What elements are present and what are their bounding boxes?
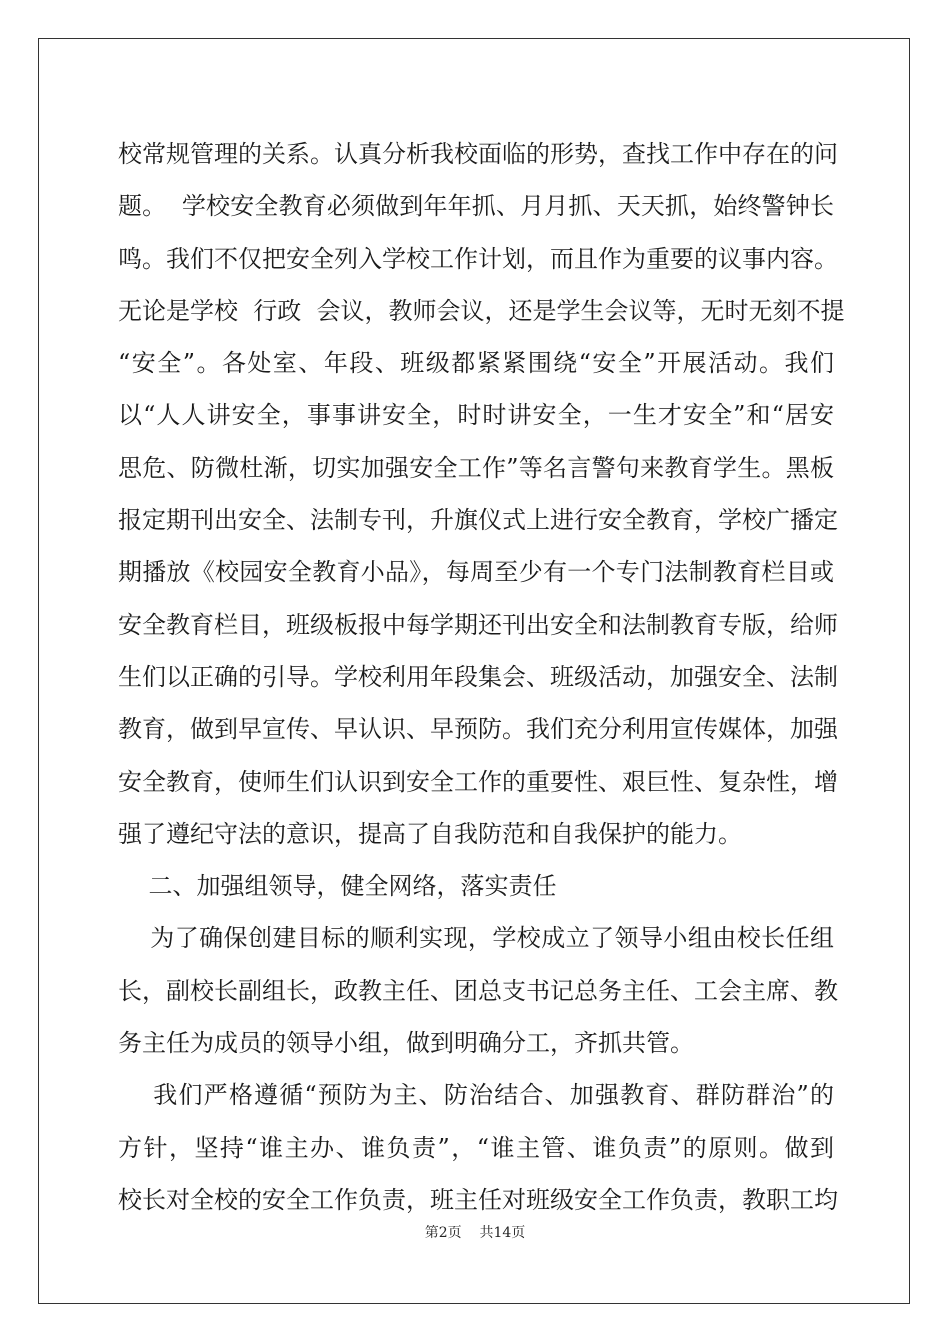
- text-line: 以“人人讲安全，事事讲安全，时时讲安全，一生才安全”和“居安: [118, 401, 834, 430]
- text-line: 无论是学校 行政 会议，教师会议，还是学生会议等，无时无刻不提: [118, 296, 845, 325]
- text-line: 为了确保创建目标的顺利实现，学校成立了领导小组由校长任组: [118, 924, 834, 953]
- text-line: 生们以正确的引导。学校利用年段集会、班级活动，加强安全、法制: [118, 662, 838, 691]
- text-line: 安全教育栏目，班级板报中每学期还刊出安全和法制教育专版，给师: [118, 610, 838, 639]
- page-number: 第2页 共14页: [424, 1225, 526, 1241]
- text-line: 校长对全校的安全工作负责，班主任对班级安全工作负责，教职工均: [118, 1185, 838, 1214]
- section-heading: 二、加强组领导，健全网络，落实责任: [118, 872, 557, 901]
- page-footer: [0, 1222, 950, 1242]
- text-line: 报定期刊出安全、法制专刊，升旗仪式上进行安全教育，学校广播定: [118, 506, 838, 535]
- text-line: 强了遵纪守法的意识，提高了自我防范和自我保护的能力。: [118, 819, 742, 848]
- text-line: 我们严格遵循“预防为主、防治结合、加强教育、群防群治”的: [118, 1081, 834, 1110]
- text-line: 思危、防微杜渐，切实加强安全工作”等名言警句来教育学生。黑板: [118, 453, 834, 482]
- text-line: 方针，坚持“谁主办、谁负责”，“谁主管、谁负责”的原则。做到: [118, 1133, 834, 1162]
- text-line: 期播放《校园安全教育小品》，每周至少有一个专门法制教育栏目或: [118, 558, 834, 587]
- text-line: 长，副校长副组长，政教主任、团总支书记总务主任、工会主席、教: [118, 976, 838, 1005]
- text-line: 安全教育，使师生们认识到安全工作的重要性、艰巨性、复杂性，增: [118, 767, 838, 796]
- text-line: 题。 学校安全教育必须做到年年抓、月月抓、天天抓，始终警钟长: [118, 192, 834, 221]
- text-line: “安全”。各处室、年段、班级都紧紧围绕“安全”开展活动。我们: [118, 349, 834, 378]
- text-line: 教育，做到早宣传、早认识、早预防。我们充分利用宣传媒体，加强: [118, 715, 838, 744]
- document-body: [118, 128, 845, 1226]
- text-line: 务主任为成员的领导小组，做到明确分工，齐抓共管。: [118, 1029, 694, 1058]
- text-line: 校常规管理的关系。认真分析我校面临的形势，查找工作中存在的问: [118, 140, 838, 168]
- text-line: 鸣。我们不仅把安全列入学校工作计划，而且作为重要的议事内容。: [118, 244, 838, 273]
